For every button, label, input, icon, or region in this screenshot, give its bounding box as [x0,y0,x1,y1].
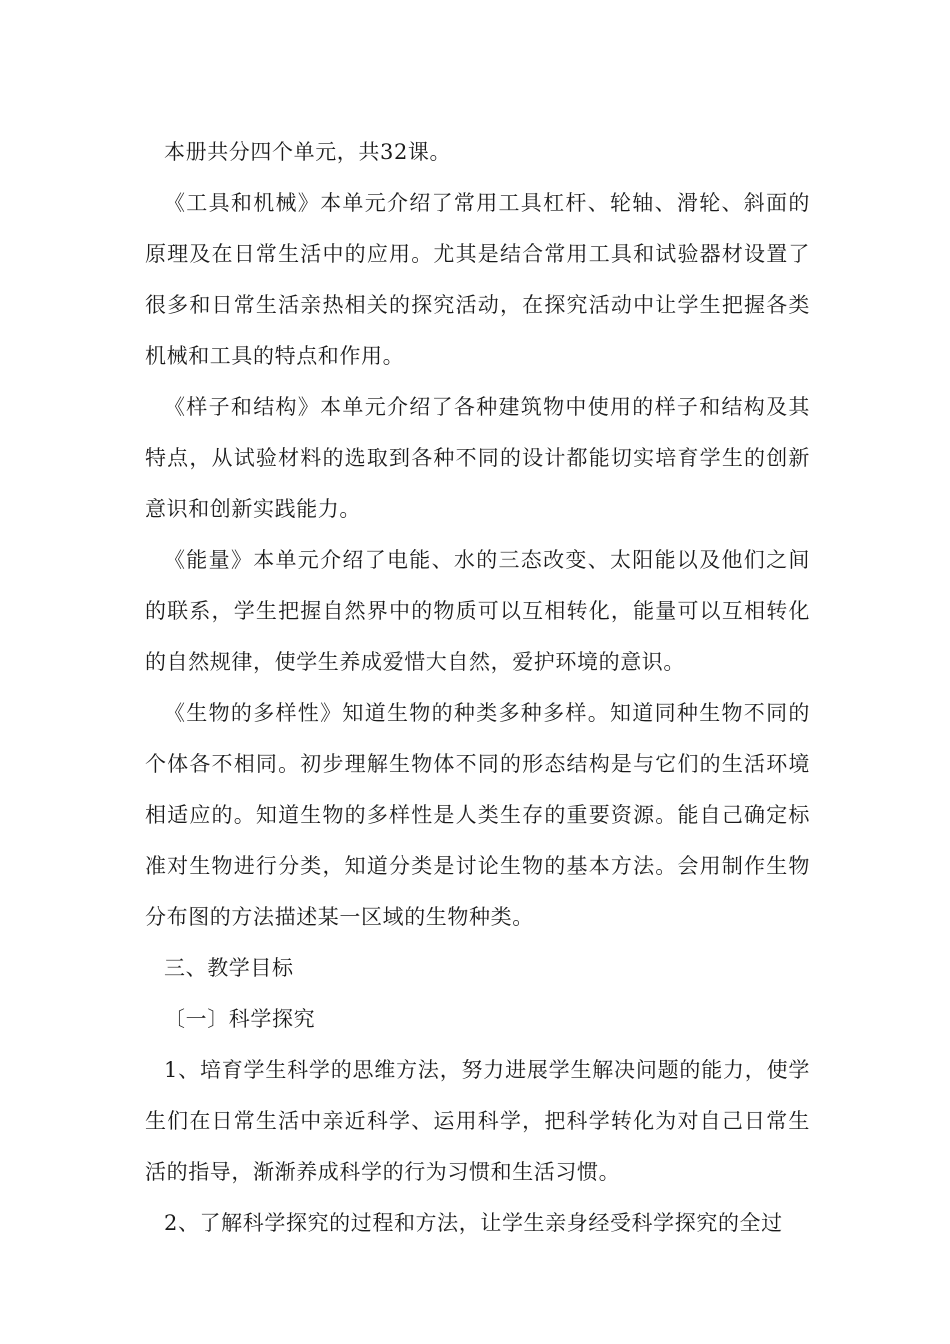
document-body [145,127,810,1249]
paragraph-goal-2: 2、了解科学探究的过程和方法，让学生亲身经受科学探究的全过 [164,1211,783,1235]
paragraph-goal-1: 1、培育学生科学的思维方法，努力进展学生解决问题的能力，使学生们在日常生活中亲近科学、运用科学，把科学转化为对自己日常生活的指导，渐渐养成科学的行为习惯和生活习惯。 [145,1058,810,1184]
paragraph-biodiversity: 《生物的多样性》知道生物的种类多种多样。知道同种生物不同的个体各不相同。初步理解生物体不同的形态结构是与它们的生活环境相适应的。知道生物的多样性是人类生存的重要资源。能自己确定标准对生物进行分类，知道分类是讨论生物的基本方法。会用制作生物分布图的方法描述某一区域的生物种类。 [145,701,810,929]
subsection-heading-scientific-inquiry: 〔一〕科学探究 [164,1007,316,1031]
paragraph-energy: 《能量》本单元介绍了电能、水的三态改变、太阳能以及他们之间的联系，学生把握自然界中的物质可以互相转化，能量可以互相转化的自然规律，使学生养成爱惜大自然，爱护环境的意识。 [145,548,810,674]
paragraph-shapes-and-structures: 《样子和结构》本单元介绍了各种建筑物中使用的样子和结构及其特点，从试验材料的选取到各种不同的设计都能切实培育学生的创新意识和创新实践能力。 [145,395,810,521]
paragraph-unit-count: 本册共分四个单元，共32课。 [164,140,452,164]
section-heading-teaching-goals: 三、教学目标 [164,956,294,980]
paragraph-tools-and-machines: 《工具和机械》本单元介绍了常用工具杠杆、轮轴、滑轮、斜面的原理及在日常生活中的应用。尤其是结合常用工具和试验器材设置了很多和日常生活亲热相关的探究活动，在探究活动中让学生把握各类机械和工具的特点和作用。 [145,191,810,368]
